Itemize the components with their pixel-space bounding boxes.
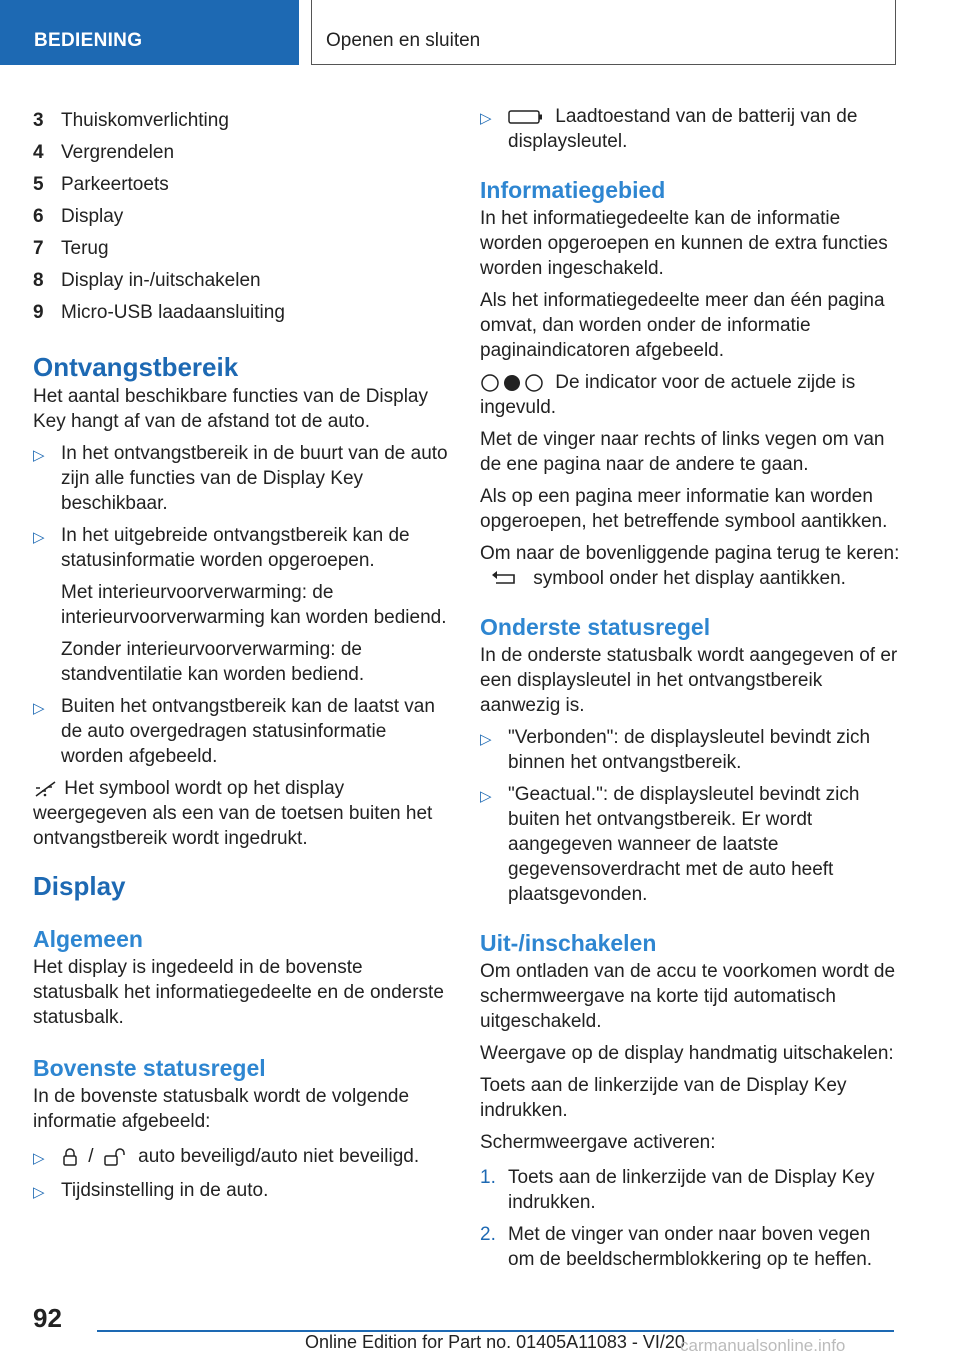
bullet-text: Laadtoestand van de batterij van de displaysleutel. bbox=[508, 106, 858, 152]
paragraph bbox=[480, 370, 900, 420]
legend-text: Display in-/uitschakelen bbox=[61, 270, 261, 291]
paragraph: In de bovenste statusbalk wordt de volgende informatie afgebeeld: bbox=[33, 1086, 410, 1132]
back-arrow-icon bbox=[484, 570, 524, 588]
bullet-item bbox=[480, 725, 900, 775]
bullet-triangle-icon: ▷ bbox=[480, 110, 492, 127]
lock-open-icon bbox=[103, 1147, 127, 1167]
legend-text: Vergrendelen bbox=[61, 142, 175, 163]
bullet-triangle-icon: ▷ bbox=[480, 731, 492, 748]
step-number: 1. bbox=[480, 1167, 496, 1188]
section-title: BEDIENING bbox=[34, 30, 143, 51]
step-text: Toets aan de linkerzijde van de Display Key indrukken. bbox=[508, 1167, 875, 1213]
legend-item bbox=[33, 236, 448, 268]
bullet-text: Tijdsinstelling in de auto. bbox=[61, 1180, 269, 1201]
paragraph bbox=[480, 541, 900, 591]
no-signal-icon bbox=[33, 780, 59, 798]
lock-separator: / bbox=[88, 1146, 94, 1167]
bullet-triangle-icon: ▷ bbox=[33, 447, 45, 464]
bullet-item bbox=[33, 441, 448, 516]
bullet-item bbox=[33, 1144, 448, 1171]
paragraph: Schermweergave activeren: bbox=[480, 1132, 716, 1153]
paragraph: Als op een pagina meer informatie kan worden opgeroepen, het betreffende symbool aantikken. bbox=[480, 486, 888, 532]
legend-number: 6 bbox=[33, 206, 44, 227]
page-number: 92 bbox=[33, 1303, 62, 1333]
legend-item bbox=[33, 268, 448, 300]
heading-ontvangstbereik: Ontvangstbereik bbox=[33, 352, 239, 382]
heading-onderste-statusregel: Onderste statusregel bbox=[480, 614, 711, 640]
heading-bovenste-statusregel: Bovenste statusregel bbox=[33, 1055, 266, 1081]
step-item bbox=[480, 1222, 900, 1272]
edition-text: Online Edition for Part no. 01405A11083 - VI/20 bbox=[305, 1332, 685, 1352]
legend-number: 9 bbox=[33, 302, 44, 323]
legend-item bbox=[33, 300, 448, 332]
legend-item bbox=[33, 108, 448, 140]
heading-uit-inschakelen: Uit-/inschakelen bbox=[480, 930, 657, 956]
bullet-text: In het ontvangstbereik in de buurt van de auto zijn alle functies van de Display Key beschikbaar. bbox=[61, 443, 448, 514]
legend-text: Display bbox=[61, 206, 124, 227]
bullet-text: Buiten het ontvangstbereik kan de laatst van de auto overgedragen statusinformatie worden afgebeeld. bbox=[61, 696, 435, 767]
bullet-text: In het uitgebreide ontvangstbereik kan de statusinformatie worden opgeroepen. bbox=[61, 525, 410, 571]
bullet-text: "Geactual.": de displaysleutel bevindt zich buiten het ontvangstbereik. Er wordt aangegeven wanneer de laatste gegevensoverdracht met de auto heeft plaatsgevonden. bbox=[508, 784, 860, 905]
bullet-triangle-icon: ▷ bbox=[480, 788, 492, 805]
bullet-text: "Verbonden": de displaysleutel bevindt zich binnen het ontvangstbereik. bbox=[508, 727, 871, 773]
bullet-triangle-icon: ▷ bbox=[33, 700, 45, 717]
paragraph: Met de vinger naar rechts of links vegen om van de ene pagina naar de andere te gaan. bbox=[480, 429, 885, 475]
paragraph: Weergave op de display handmatig uitschakelen: bbox=[480, 1043, 894, 1064]
bullet-subtext: Met interieurvoorverwarming: de interieurvoorverwarming kan worden bediend. bbox=[61, 582, 447, 628]
step-text: Met de vinger van onder naar boven vegen om de beeldschermblokkering op te heffen. bbox=[508, 1224, 873, 1270]
legend-number: 5 bbox=[33, 174, 44, 195]
bullet-subtext: Zonder interieurvoorverwarming: de standventilatie kan worden bediend. bbox=[61, 639, 365, 685]
right-column bbox=[480, 104, 900, 1279]
battery-icon bbox=[508, 109, 544, 125]
bullet-text: auto beveiligd/auto niet beveiligd. bbox=[138, 1146, 420, 1167]
page-dots-icon bbox=[480, 373, 546, 393]
step-number: 2. bbox=[480, 1224, 496, 1245]
legend-number: 3 bbox=[33, 110, 44, 131]
legend-text: Micro-USB laadaansluiting bbox=[61, 302, 285, 323]
legend-text: Thuiskomverlichting bbox=[61, 110, 229, 131]
chapter-title: Openen en sluiten bbox=[326, 30, 481, 51]
legend-number: 4 bbox=[33, 142, 44, 163]
bullet-item bbox=[480, 782, 900, 907]
bullet-triangle-icon: ▷ bbox=[33, 1184, 45, 1201]
heading-algemeen: Algemeen bbox=[33, 926, 143, 952]
symbol-note bbox=[33, 776, 448, 851]
paragraph: Het aantal beschikbare functies van de Display Key hangt af van de afstand tot de auto. bbox=[33, 386, 429, 432]
legend-text: Parkeertoets bbox=[61, 174, 169, 195]
legend-number: 8 bbox=[33, 270, 44, 291]
paragraph-text: De indicator voor de actuele zijde is ingevuld. bbox=[480, 372, 856, 418]
heading-display: Display bbox=[33, 871, 126, 901]
paragraph: Als het informatiegedeelte meer dan één pagina omvat, dan worden onder de informatie paginaindicatoren afgebeeld. bbox=[480, 290, 885, 361]
paragraph: Toets aan de linkerzijde van de Display Key indrukken. bbox=[480, 1075, 847, 1121]
legend-number: 7 bbox=[33, 238, 44, 259]
bullet-triangle-icon: ▷ bbox=[33, 529, 45, 546]
heading-informatiegebied: Informatiegebied bbox=[480, 177, 666, 203]
bullet-triangle-icon: ▷ bbox=[33, 1150, 45, 1167]
lock-closed-icon bbox=[61, 1147, 79, 1167]
paragraph: Het display is ingedeeld in de bovenste statusbalk het informatiegedeelte en de onderste statusbalk. bbox=[33, 957, 444, 1028]
left-column bbox=[33, 108, 448, 1212]
bullet-item bbox=[480, 104, 900, 154]
paragraph: In de onderste statusbalk wordt aangegeven of er een displaysleutel in het ontvangstbereik aanwezig is. bbox=[480, 645, 898, 716]
legend-item bbox=[33, 140, 448, 172]
watermark: carmanualsonline.info bbox=[680, 1336, 846, 1355]
paragraph: In het informatiegedeelte kan de informatie worden opgeroepen en kunnen de extra functies worden ingeschakeld. bbox=[480, 208, 888, 279]
bullet-item bbox=[33, 1178, 448, 1205]
legend-list bbox=[33, 108, 448, 332]
section-tab bbox=[0, 0, 299, 65]
step-item bbox=[480, 1165, 900, 1215]
bullet-item bbox=[33, 694, 448, 769]
chapter-header bbox=[311, 0, 896, 65]
legend-text: Terug bbox=[61, 238, 109, 259]
bullet-item bbox=[33, 523, 448, 687]
legend-item bbox=[33, 204, 448, 236]
paragraph-text: Om naar de bovenliggende pagina terug te keren: bbox=[480, 543, 900, 564]
paragraph-text: symbool onder het display aantikken. bbox=[533, 568, 846, 589]
symbol-note-text: Het symbool wordt op het display weergegeven als een van de toetsen buiten het ontvangstbereik wordt ingedrukt. bbox=[33, 778, 433, 849]
legend-item bbox=[33, 172, 448, 204]
paragraph: Om ontladen van de accu te voorkomen wordt de schermweergave na korte tijd automatisch uitgeschakeld. bbox=[480, 961, 896, 1032]
